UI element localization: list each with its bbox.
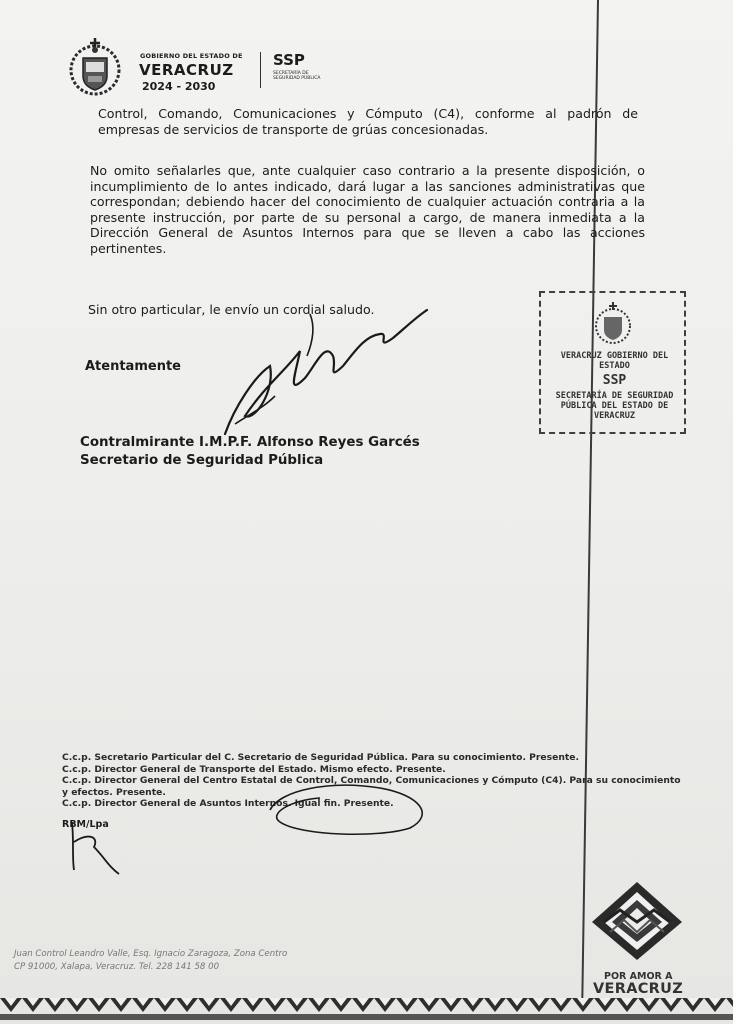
- ccp-line: C.c.p. Director General del Centro Estatal de Control, Comando, Comunicaciones y Cómputo (C4). Para su conocimiento y efectos. Presente.: [62, 775, 681, 798]
- initials-signature: [64, 812, 124, 882]
- footer-address: [14, 948, 287, 973]
- signer-title: Secretario de Seguridad Pública: [80, 453, 324, 468]
- motto-big: VERACRUZ: [593, 981, 684, 997]
- received-scribble: [260, 770, 435, 840]
- gov-small-label: GOBIERNO DEL ESTADO DE: [140, 52, 243, 60]
- ssp-subtitle: SECRETARÍA DE SEGURIDAD PÚBLICA: [273, 71, 321, 81]
- stamp-ssp-text: SSP: [602, 373, 627, 388]
- stamp-gov-text: VERACRUZ GOBIERNO DEL ESTADO: [560, 351, 669, 371]
- ccp-line: C.c.p. Director General de Transporte del Estado. Mismo efecto. Presente.: [62, 763, 446, 775]
- ccp-line: C.c.p. Secretario Particular del C. Secretario de Seguridad Pública. Para su conocimiento. Presente.: [62, 752, 579, 763]
- ssp-acronym: SSP: [273, 51, 305, 69]
- signer-name: Contralmirante I.M.P.F. Alfonso Reyes Garcés: [80, 435, 420, 450]
- typist-initials: RBM/Lpa: [62, 819, 109, 830]
- header-divider: [260, 52, 261, 88]
- administration-years: 2024 - 2030: [142, 80, 216, 93]
- coat-of-arms-icon: [66, 36, 124, 100]
- handwritten-signature: [215, 296, 435, 441]
- fold-line: [581, 0, 599, 1000]
- motto-small: POR AMOR A: [604, 971, 673, 982]
- paragraph-greeting: Sin otro particular, le envío un cordial saludo.: [88, 302, 375, 317]
- official-stamp: [539, 291, 686, 434]
- stamp-secretaria-text: SECRETARÍA DE SEGURIDAD PÚBLICA DEL ESTADO DE VERACRUZ: [555, 391, 674, 421]
- signer-block: [80, 434, 420, 470]
- paragraph-warning: No omito señalarles que, ante cualquier caso contrario a la presente disposición, o incumplimiento de lo antes indicado, dará lugar a las sanciones administrativas que correspondan; debiendo hacer del conocimiento de cualquier actuación contraria a la presente instrucción, por parte de su personal a cargo, de manera inmediata a la Dirección General de Asuntos Internos para que se lleven a cabo las acciones pertinentes.: [90, 163, 645, 256]
- paragraph-intro: Control, Comando, Comunicaciones y Cómputo (C4), conforme al padrón de empresas de servicios de transporte de grúas concesionadas.: [98, 106, 638, 137]
- decorative-border: [0, 998, 733, 1020]
- state-name: VERACRUZ: [139, 61, 234, 79]
- address-line: CP 91000, Xalapa, Veracruz. Tel. 228 141 58 00: [14, 961, 220, 972]
- seal-icon: [590, 301, 636, 347]
- letterhead: [66, 36, 366, 102]
- closing-label: Atentamente: [85, 359, 181, 374]
- ccp-line: C.c.p. Director General de Asuntos Internos. Igual fin. Presente.: [62, 798, 394, 810]
- address-line: Juan Control Leandro Valle, Esq. Ignacio Zaragoza, Zona Centro: [14, 949, 288, 959]
- veracruz-diamond-logo: [590, 880, 684, 962]
